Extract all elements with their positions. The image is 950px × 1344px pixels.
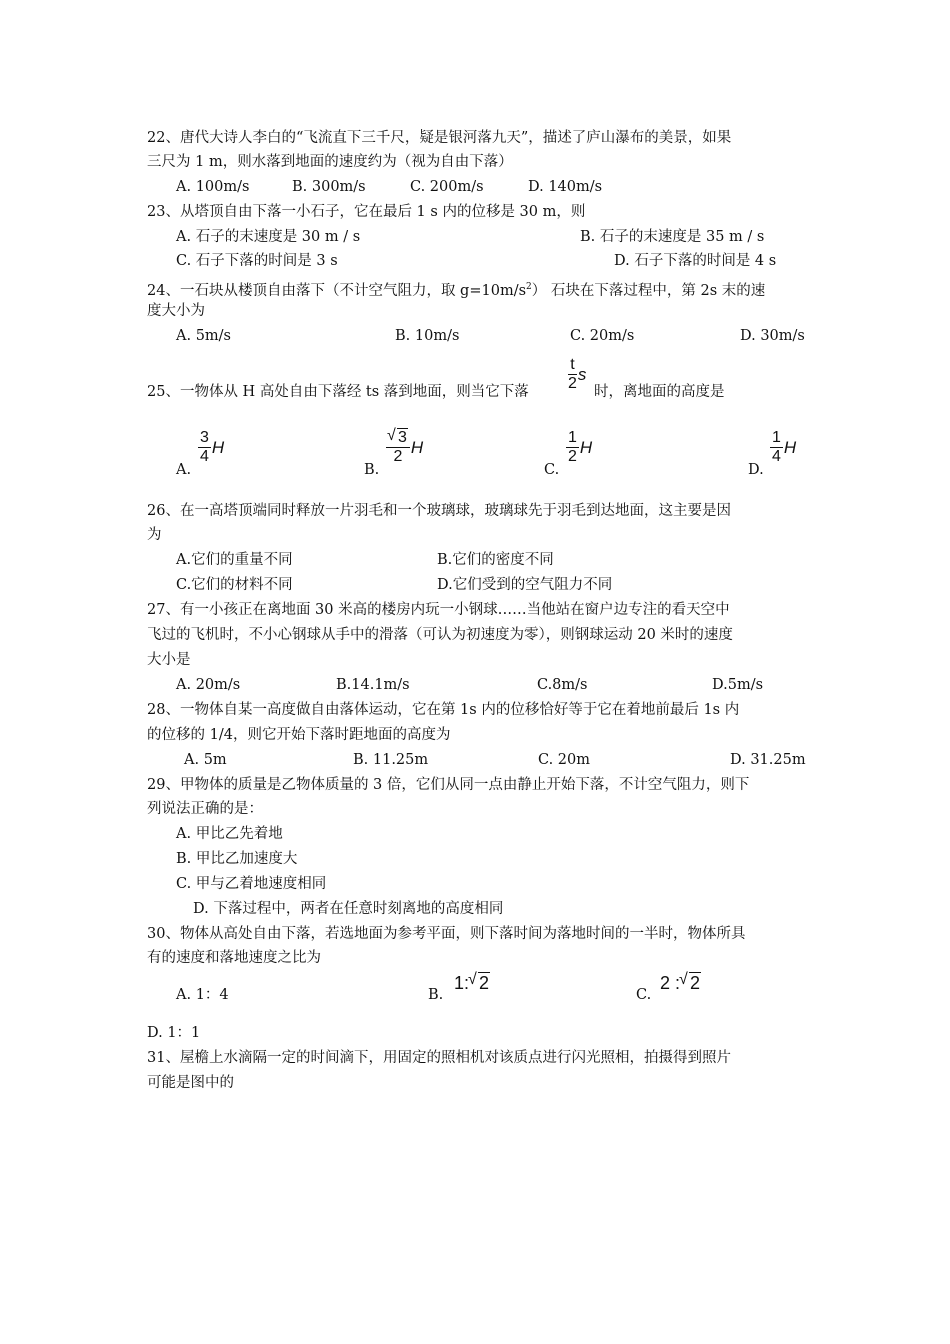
q25-b-sqrt (388, 429, 408, 447)
q24-stem-line1 (147, 277, 765, 301)
q30-c-sqrt (680, 973, 701, 994)
q28-option-c: C. 20m (538, 752, 590, 768)
q27-stem-line3: 大小是 (147, 652, 191, 668)
q22-option-c: C. 200m/s (410, 179, 484, 195)
q25-d-den: 4 (772, 448, 781, 465)
q25-a-num: 3 (200, 429, 209, 446)
q30-b-sqrt (469, 973, 490, 994)
q24-option-d: D. 30m/s (740, 328, 805, 344)
q30-c-left: 2 : (660, 973, 681, 993)
q25-c-var: H (579, 437, 593, 457)
q28-option-b: B. 11.25m (353, 752, 429, 768)
q31-stem-line2: 可能是图中的 (147, 1075, 234, 1091)
q25-stem-part1: 25、一物体从 H 高处自由下落经 ts 落到地面，则当它下落 (147, 384, 529, 400)
q30-b-left: 1: (454, 973, 470, 993)
q24-option-b: B. 10m/s (395, 328, 460, 344)
q29-stem-line2: 列说法正确的是： (147, 801, 263, 817)
q24-stem-part1: 24、一石块从楼顶自由落下（不计空气阻力，取 g=10m/s (147, 282, 527, 299)
q25-option-c-label: C. (544, 462, 560, 478)
q30-option-d: D. 1：1 (147, 1025, 201, 1041)
q30-b-root: 2 (479, 973, 490, 993)
q26-stem-line1: 26、在一高塔顶端同时释放一片羽毛和一个玻璃球，玻璃球先于羽毛到达地面，这主要是因 (147, 503, 731, 519)
q22-option-a: A. 100m/s (176, 179, 250, 195)
q27-option-a: A. 20m/s (176, 677, 241, 693)
q25-frac-unit: s (577, 364, 587, 384)
q25-b-num: 3 (398, 429, 407, 446)
q27-stem-line1: 27、有一小孩正在离地面 30 米高的楼房内玩一小钢球……当他站在窗户边专注的看天空中 (147, 602, 730, 618)
q22-stem-line1: 22、唐代大诗人李白的“飞流直下三千尺，疑是银河落九天”，描述了庐山瀑布的美景，如果 (147, 130, 732, 146)
q26-option-d: D.它们受到的空气阻力不同 (437, 577, 613, 593)
q25-b-den: 2 (393, 448, 403, 465)
q28-stem-line1: 28、一物体自某一高度做自由落体运动，它在第 1s 内的位移恰好等于它在着地前最后 1s 内 (147, 702, 740, 718)
q23-option-c: C. 石子下落的时间是 3 s (176, 253, 338, 269)
q25-b-var: H (410, 437, 424, 457)
q30-option-b-label: B. (428, 987, 444, 1003)
q29-option-d: D. 下落过程中，两者在任意时刻离地的高度相同 (193, 901, 504, 917)
q25-option-b-label: B. (364, 462, 380, 478)
q23-stem: 23、从塔顶自由下落一小石子，它在最后 1 s 内的位移是 30 m，则 (147, 204, 586, 220)
q23-option-b: B. 石子的末速度是 35 m / s (580, 229, 765, 245)
q28-option-a: A. 5m (184, 752, 227, 768)
q22-option-d: D. 140m/s (528, 179, 603, 195)
q22-stem-line2: 三尺为 1 m，则水落到地面的速度约为（视为自由下落） (147, 154, 513, 170)
q30-c-root: 2 (690, 973, 701, 993)
q25-c-den: 2 (568, 448, 577, 465)
q25-option-a-label: A. (176, 462, 192, 478)
q29-option-b: B. 甲比乙加速度大 (176, 851, 298, 867)
q30-stem-line2: 有的速度和落地速度之比为 (147, 950, 321, 966)
q22-option-b: B. 300m/s (292, 179, 366, 195)
q25-a-var: H (211, 437, 225, 457)
q30-option-a: A. 1：4 (176, 987, 229, 1003)
q24-option-c: C. 20m/s (570, 328, 635, 344)
q30-option-c-expr (660, 973, 701, 994)
q29-stem-line1: 29、甲物体的质量是乙物体质量的 3 倍，它们从同一点由静止开始下落，不计空气阻力，则下 (147, 777, 750, 793)
q26-option-b: B.它们的密度不同 (437, 552, 554, 568)
q25-option-d-expr (770, 429, 796, 466)
q25-option-c-expr (566, 429, 592, 466)
q27-option-d: D.5m/s (712, 677, 764, 693)
q28-option-d: D. 31.25m (730, 752, 806, 768)
q24-superscript: 2 (526, 282, 532, 292)
q30-option-b-expr (454, 973, 490, 994)
q25-fraction-t-over-2 (568, 356, 586, 393)
q23-option-a: A. 石子的末速度是 30 m / s (176, 229, 361, 245)
q25-a-den: 4 (200, 448, 209, 465)
q25-d-num: 1 (772, 429, 781, 446)
q30-option-c-label: C. (636, 987, 652, 1003)
q28-stem-line2: 的位移的 1/4，则它开始下落时距地面的高度为 (147, 727, 451, 743)
q24-option-a: A. 5m/s (176, 328, 231, 344)
q30-stem-line1: 30、物体从高处自由下落，若选地面为参考平面，则下落时间为落地时间的一半时，物体所具 (147, 926, 746, 942)
q25-frac-num: t (568, 356, 577, 375)
q25-d-var: H (783, 437, 797, 457)
q27-option-b: B.14.1m/s (336, 677, 410, 693)
q26-option-a: A.它们的重量不同 (176, 552, 293, 568)
q23-option-d: D. 石子下落的时间是 4 s (614, 253, 777, 269)
q25-frac-den: 2 (568, 375, 577, 392)
q31-stem-line1: 31、屋檐上水滴隔一定的时间滴下，用固定的照相机对该质点进行闪光照相，拍摄得到照片 (147, 1050, 731, 1066)
q26-option-c: C.它们的材料不同 (176, 577, 293, 593)
q24-stem-part2: ） 石块在下落过程中，第 2s 末的速 (531, 282, 766, 299)
q29-option-c: C. 甲与乙着地速度相同 (176, 876, 327, 892)
q24-stem-line2: 度大小为 (147, 303, 205, 319)
q29-option-a: A. 甲比乙先着地 (176, 826, 283, 842)
q27-stem-line2: 飞过的飞机时，不小心钢球从手中的滑落（可认为初速度为零），则钢球运动 20 米时的速度 (147, 627, 733, 643)
q25-option-a-expr (198, 429, 224, 466)
q25-option-b-expr (386, 429, 423, 466)
q27-option-c: C.8m/s (537, 677, 588, 693)
q25-c-num: 1 (568, 429, 577, 446)
q25-stem-part2: 时，离地面的高度是 (594, 384, 725, 400)
q25-option-d-label: D. (748, 462, 764, 478)
q26-stem-line2: 为 (147, 527, 162, 543)
